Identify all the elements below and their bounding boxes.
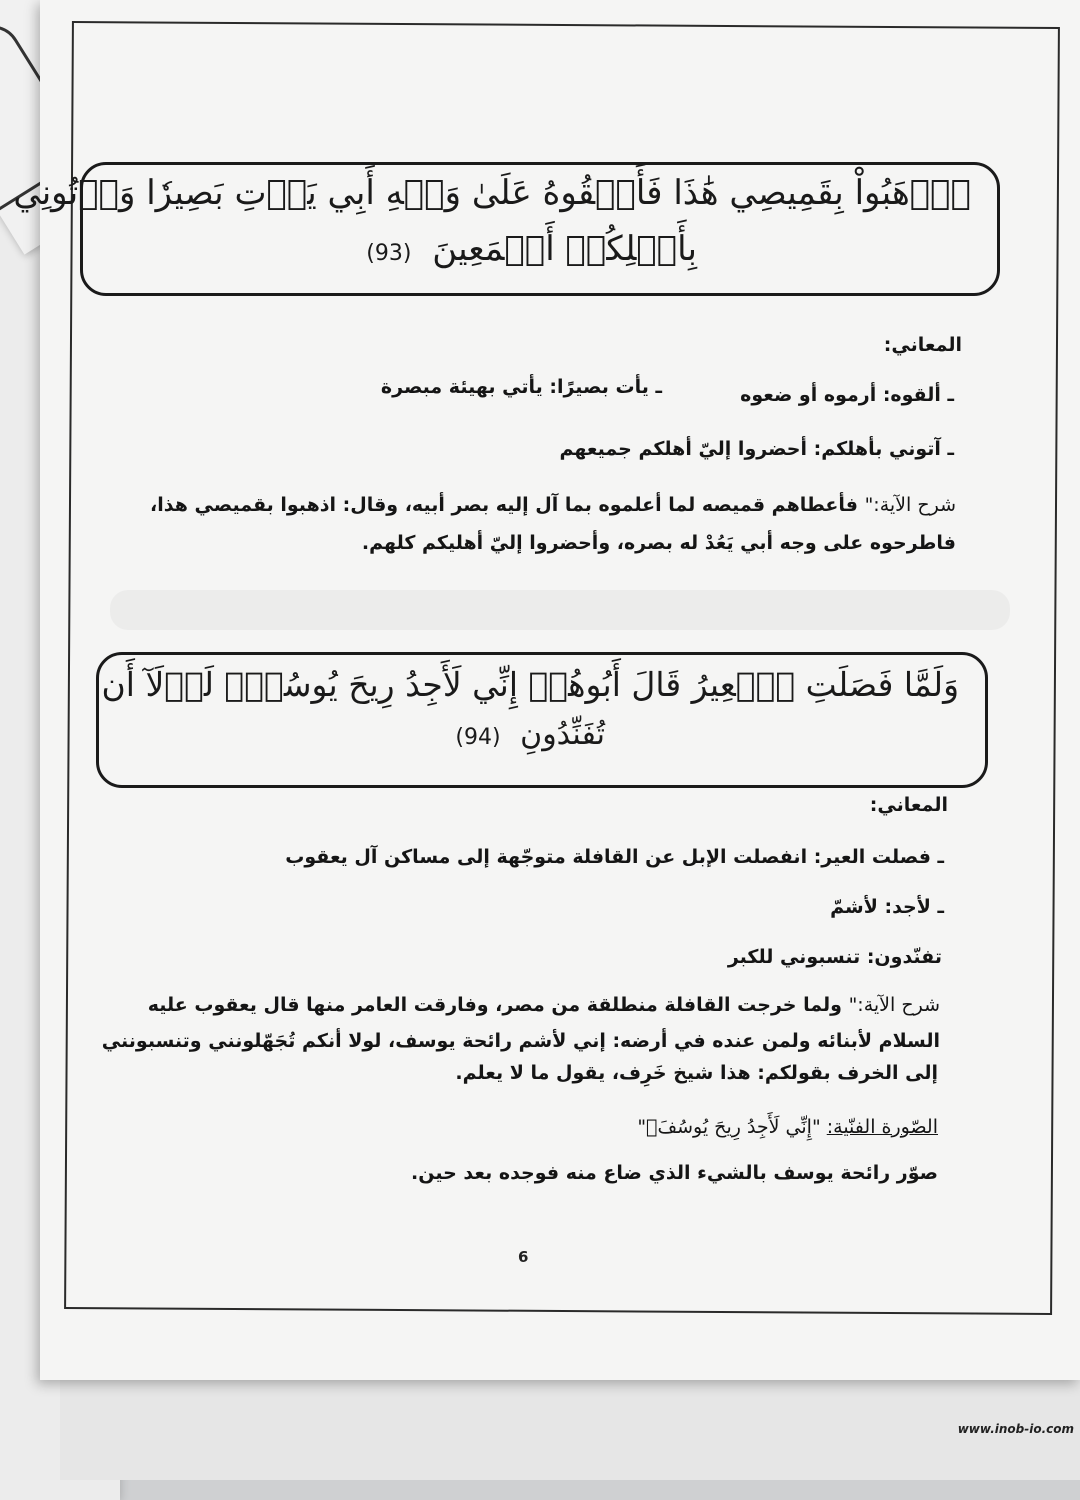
- explanation-2-line-1: [148, 994, 940, 1016]
- artistic-image-label: الصّورة الفنّية:: [826, 1116, 938, 1138]
- verse-93-box: [13, 162, 1000, 296]
- explanation-1-label: شرح الآية:": [864, 494, 956, 516]
- meanings-1-heading: المعاني:: [883, 334, 962, 356]
- worksheet-page: [13, 0, 1080, 1380]
- explanation-2-label: شرح الآية:": [848, 994, 940, 1016]
- page-number: 6: [518, 1248, 529, 1266]
- meaning-laajid: ـ لأجد: لأشمّ: [830, 896, 944, 918]
- artistic-image-quote: "إِنِّي لَأَجِدُ رِيحَ يُوسُفَۖ": [637, 1116, 827, 1138]
- verse-94-line-1: وَلَمَّا فَصَلَتِ ٱلۡعِيرُ قَالَ أَبُوهُمۡ إِنِّي لَأَجِدُ رِيحَ يُوسُفَۖ لَوۡلَآ أَن: [101, 665, 959, 704]
- meaning-tufannidoon: تفنّدون: تنسبوني للكبر: [727, 946, 942, 968]
- verse-93-line-2: [366, 229, 697, 269]
- explanation-1-line-1-text: فأعطاهم قميصه لما أعلموه بما آل إليه بصر أبيه، وقال: اذهبوا بقميصي هذا،: [150, 494, 865, 516]
- meanings-2-heading: المعاني:: [869, 794, 948, 816]
- faded-box: [110, 590, 1010, 630]
- verse-93-line-1: ٱذۡهَبُواْ بِقَمِيصِي هَٰذَا فَأَلۡقُوهُ عَلَىٰ وَجۡهِ أَبِي يَأۡتِ بَصِيرٗا وَأۡتُونِي: [13, 173, 971, 213]
- explanation-2-line-2: السلام لأبنائه ولمن عنده في أرضه: إني لأشم رائحة يوسف، لولا أنكم تُجَهّلونني وتنسبونني: [101, 1030, 940, 1052]
- verse-93-line-2-text: بِأَهۡلِكُمۡ أَجۡمَعِينَ: [432, 229, 697, 269]
- explanation-1-line-1: [150, 494, 956, 516]
- verse-93-number: (93): [366, 241, 412, 266]
- meaning-yat-baseera: ـ يأت بصيرًا: يأتي بهيئة مبصرة: [380, 376, 662, 398]
- watermark: www.inob-io.com: [957, 1422, 1074, 1436]
- explanation-2-line-3: إلى الخرف بقولكم: هذا شيخ خَرِف، يقول ما لا يعلم.: [455, 1062, 938, 1084]
- verse-94-box: [96, 652, 988, 788]
- verse-94-number: (94): [455, 725, 501, 750]
- verse-94-line-2: [455, 717, 605, 752]
- meaning-atooni: ـ آتوني بأهلكم: أحضروا إليّ أهلكم جميعهم: [559, 438, 954, 460]
- artistic-image-explanation: صوّر رائحة يوسف بالشيء الذي ضاع منه فوجده بعد حين.: [411, 1162, 938, 1184]
- explanation-2-line-1-text: ولما خرجت القافلة منطلقة من مصر، وفارقت العامر منها قال يعقوب عليه: [147, 994, 849, 1016]
- artistic-image-line: [637, 1116, 938, 1138]
- explanation-1-line-2: فاطرحوه على وجه أبي يَعُدْ له بصره، وأحضروا إليّ أهليكم كلهم.: [361, 532, 956, 554]
- meaning-alqooh: ـ ألقوه: أرموه أو ضعوه: [740, 384, 954, 406]
- meaning-fasalat: ـ فصلت العير: انفصلت الإبل عن القافلة متوجّهة إلى مساكن آل يعقوب: [285, 846, 944, 868]
- verse-94-line-2-text: تُفَنِّدُونِ: [520, 717, 605, 752]
